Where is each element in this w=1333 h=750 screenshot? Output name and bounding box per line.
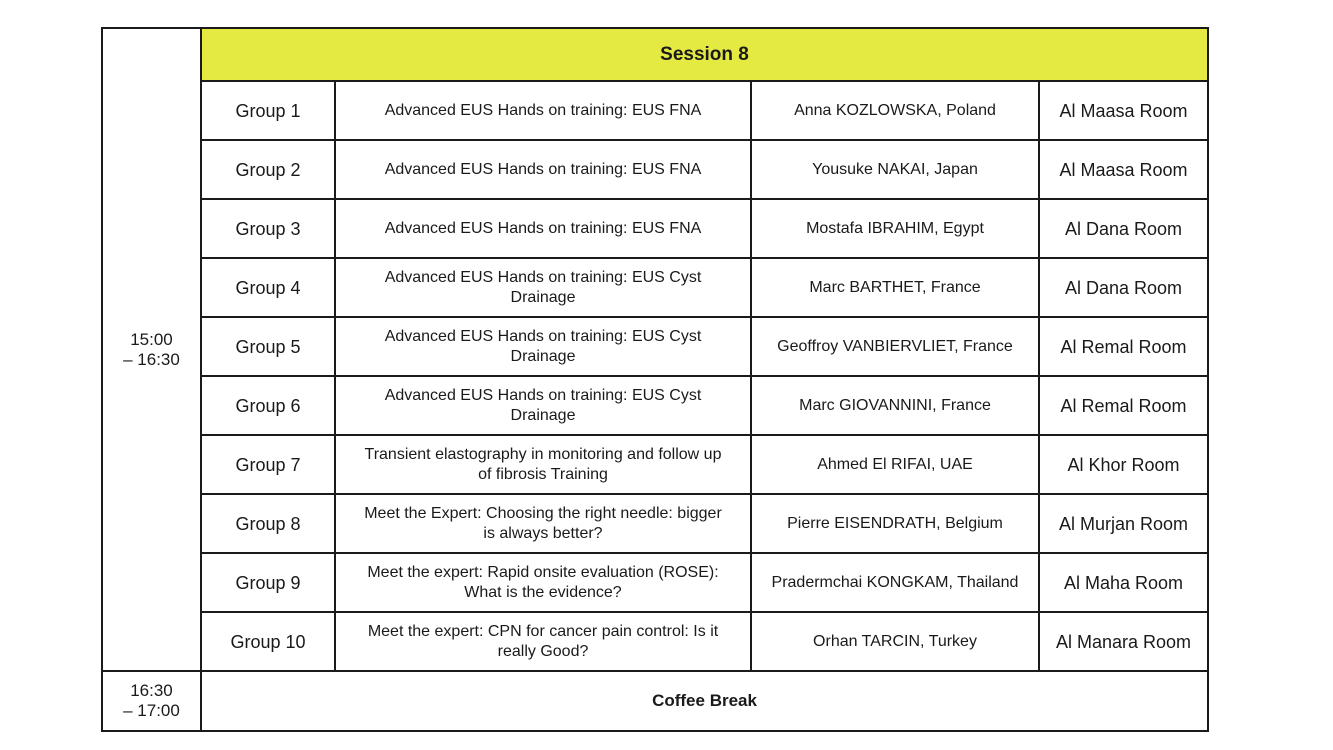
session-topic [335,81,751,140]
session-topic-line: really Good? [497,642,589,660]
session-topic-line: Drainage [510,288,576,306]
session-topic [335,199,751,258]
speaker-name: Mostafa IBRAHIM, Egypt [751,199,1039,258]
coffee-break-row [102,671,1208,731]
table-row [102,376,1208,435]
table-row [102,494,1208,553]
session-topic-line: Drainage [510,406,576,424]
session-topic [335,140,751,199]
room-name: Al Khor Room [1039,435,1208,494]
room-name: Al Maha Room [1039,553,1208,612]
group-name: Group 8 [201,494,335,553]
session-time-start: 15:00 [130,329,173,349]
room-name: Al Remal Room [1039,317,1208,376]
table-row [102,199,1208,258]
session-topic [335,494,751,553]
session-topic-line: Meet the expert: CPN for cancer pain control: Is it [367,622,719,640]
session-topic-line: Advanced EUS Hands on training: EUS FNA [384,160,702,178]
group-name: Group 6 [201,376,335,435]
session-topic-line: of fibrosis Training [478,465,608,483]
session-topic-line: Drainage [510,347,576,365]
room-name: Al Maasa Room [1039,81,1208,140]
room-name: Al Manara Room [1039,612,1208,671]
coffee-break-time-start: 16:30 [130,681,173,700]
table-row [102,317,1208,376]
coffee-break-label: Coffee Break [201,671,1208,731]
room-name: Al Remal Room [1039,376,1208,435]
table-row [102,612,1208,671]
speaker-name: Yousuke NAKAI, Japan [751,140,1039,199]
speaker-name: Orhan TARCIN, Turkey [751,612,1039,671]
table-row [102,81,1208,140]
session-topic [335,435,751,494]
session-topic [335,317,751,376]
session-topic-line: Transient elastography in monitoring and follow up [364,445,722,463]
session-topic-line: Advanced EUS Hands on training: EUS Cyst [384,327,702,345]
session-topic-line: Advanced EUS Hands on training: EUS Cyst [384,386,702,404]
session-time-cell [102,28,201,671]
speaker-name: Pradermchai KONGKAM, Thailand [751,553,1039,612]
session-topic-line: Meet the expert: Rapid onsite evaluation (ROSE): [367,563,719,581]
room-name: Al Dana Room [1039,199,1208,258]
table-row [102,553,1208,612]
group-name: Group 3 [201,199,335,258]
group-name: Group 7 [201,435,335,494]
group-name: Group 2 [201,140,335,199]
session-topic-line: Advanced EUS Hands on training: EUS FNA [384,219,702,237]
room-name: Al Murjan Room [1039,494,1208,553]
coffee-break-time-cell [102,671,201,731]
table-row [102,258,1208,317]
session-title: Session 8 [201,28,1208,81]
speaker-name: Marc BARTHET, France [751,258,1039,317]
group-name: Group 5 [201,317,335,376]
speaker-name: Marc GIOVANNINI, France [751,376,1039,435]
speaker-name: Anna KOZLOWSKA, Poland [751,81,1039,140]
session-topic-line: Advanced EUS Hands on training: EUS FNA [384,101,702,119]
coffee-break-time-end: – 17:00 [123,701,180,720]
group-name: Group 9 [201,553,335,612]
group-name: Group 1 [201,81,335,140]
speaker-name: Geoffroy VANBIERVLIET, France [751,317,1039,376]
session-topic-line: is always better? [483,524,603,542]
room-name: Al Dana Room [1039,258,1208,317]
speaker-name: Ahmed El RIFAI, UAE [751,435,1039,494]
table-row [102,140,1208,199]
group-name: Group 10 [201,612,335,671]
speaker-name: Pierre EISENDRATH, Belgium [751,494,1039,553]
table-row [102,435,1208,494]
room-name: Al Maasa Room [1039,140,1208,199]
session-topic [335,612,751,671]
group-name: Group 4 [201,258,335,317]
schedule-table [101,27,1209,732]
session-topic-line: Advanced EUS Hands on training: EUS Cyst [384,268,702,286]
session-topic-line: Meet the Expert: Choosing the right needle: bigger [364,504,722,522]
session-topic [335,376,751,435]
session-topic-line: What is the evidence? [464,583,622,601]
session-topic [335,258,751,317]
session-time-end: – 16:30 [123,349,180,369]
session-topic [335,553,751,612]
session-header-row [102,28,1208,81]
